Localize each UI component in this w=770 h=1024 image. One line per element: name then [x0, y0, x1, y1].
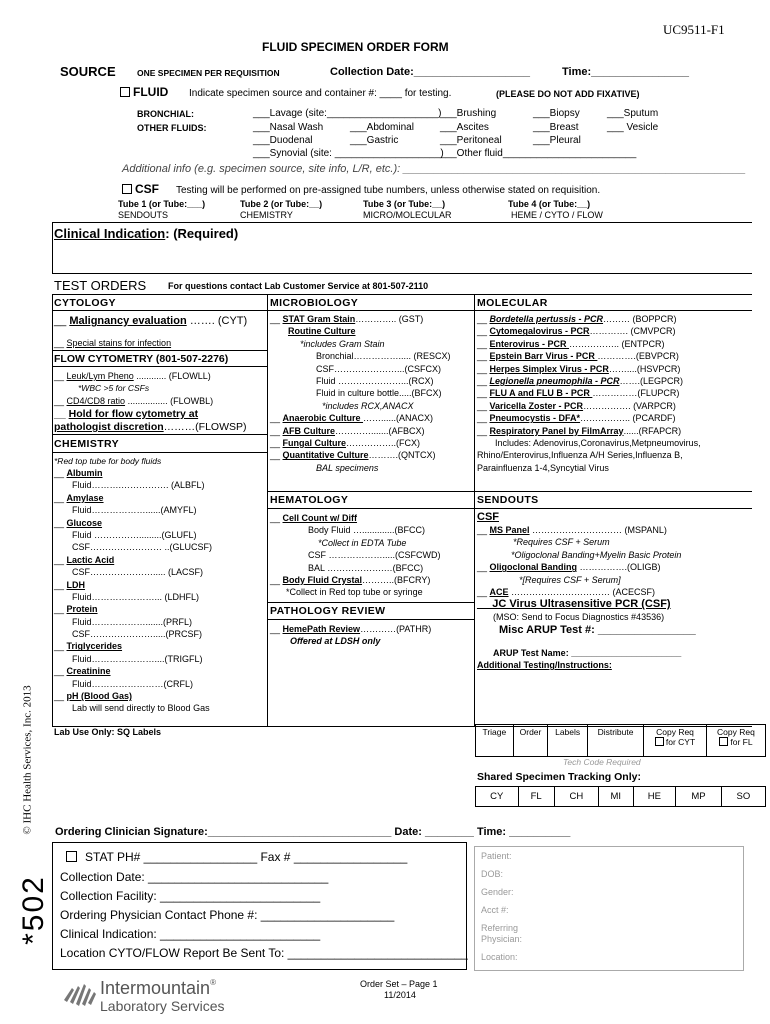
nasal-wash-option[interactable]: ___Nasal Wash: [253, 122, 324, 133]
patient-field: Patient:: [481, 851, 512, 861]
duodenal-option[interactable]: ___Duodenal: [253, 135, 313, 146]
tube3-dest: MICRO/MOLECULAR: [363, 210, 452, 220]
sendout-item: *Oligoclonal Banding+Myelin Basic Protein: [511, 549, 682, 560]
logo: [62, 978, 98, 1012]
molecular-item[interactable]: __ Epstein Barr Virus - PCR ………….(EBVPCR): [477, 351, 679, 362]
sendout-item[interactable]: __ MS Panel ………………………… (MSPANL): [477, 525, 667, 535]
csf-sendout-label: CSF: [477, 511, 499, 523]
chemistry-list: [54, 467, 212, 715]
chemistry-subitem: Fluid…………………....(TRIGFL): [72, 653, 203, 664]
molecular-item[interactable]: __ Herpes Simplex Virus - PCR……....(HSVPCR): [477, 363, 681, 374]
tracking-table: [475, 786, 766, 807]
hematology-item: BAL ……………….…(BFCC): [308, 562, 424, 573]
form-code: UC9511-F1: [663, 22, 725, 37]
tracking-cell[interactable]: CY: [476, 787, 519, 807]
collection-date-stat-field[interactable]: Collection Date: ___________________________: [60, 870, 329, 884]
molecular-item[interactable]: __ Respiratory Panel by FilmArray......(RFAPCR): [477, 425, 682, 436]
micro-item[interactable]: __ Fungal Culture……………..(FCX): [270, 437, 421, 448]
flow-header: FLOW CYTOMETRY (801-507-2276): [54, 353, 229, 365]
molecular-note: Includes: Adenovirus,Coronavirus,Metpneumovirus,: [495, 437, 701, 448]
sendout-item[interactable]: __ Oligoclonal Banding …………….(OLIGB): [477, 562, 661, 573]
triage-cell[interactable]: Copy Req for FL: [706, 725, 765, 757]
sendout-item: Additional Testing/Instructions:: [477, 659, 612, 670]
location-field: Location:: [481, 952, 518, 962]
molecular-note: Parainfluenza 1-4,Syncytial Virus: [477, 462, 609, 473]
cd4-cd8-option[interactable]: __ CD4/CD8 ratio ................ (FLOWBL): [54, 396, 214, 406]
tracking-cell[interactable]: SO: [721, 787, 765, 807]
gender-field: Gender:: [481, 887, 514, 897]
malignancy-eval-option[interactable]: __ Malignancy evaluation ……. (CYT): [54, 315, 248, 327]
csf-checkbox[interactable]: [122, 184, 132, 194]
cytology-header: CYTOLOGY: [54, 297, 116, 309]
leuk-lym-option[interactable]: __ Leuk/Lym Pheno ............ (FLOWLL): [54, 371, 211, 381]
sendout-item[interactable]: __ JC Virus Ultrasensitive PCR (CSF): [477, 598, 671, 611]
csf-note: Testing will be performed on pre-assigned tube numbers, unless otherwise stated on requisition.: [176, 185, 601, 196]
chemistry-subitem: CSF…………………… ..(GLUCSF): [72, 542, 213, 553]
molecular-list: [477, 313, 701, 474]
chemistry-item[interactable]: __ Protein: [54, 604, 98, 615]
chemistry-item[interactable]: __ Albumin: [54, 468, 103, 478]
micro-item: *includes Gram Stain: [300, 338, 385, 349]
molecular-item[interactable]: __ Varicella Zoster - PCR……………. (VARPCR): [477, 400, 676, 411]
fluid-label: FLUID: [133, 85, 169, 99]
chemistry-subitem: Fluid…………………... (LDHFL): [72, 591, 200, 602]
special-stains-option[interactable]: __ Special stains for infection: [54, 338, 172, 348]
signature-line[interactable]: Ordering Clinician Signature:______________________________ Date: ________ Time: __________: [55, 826, 571, 838]
tube4: Tube 4 (or Tube:__): [508, 199, 591, 209]
micro-item[interactable]: __ Quantitative Culture……….(QNTCX): [270, 450, 436, 461]
molecular-note: Rhino/Enterovirus,Influenza A/H Series,Influenza B,: [477, 450, 683, 461]
chemistry-subitem: Fluid……………………(CRFL): [72, 678, 194, 689]
test-orders-label: TEST ORDERS: [54, 278, 147, 293]
form-number: *502: [17, 875, 50, 945]
hold-flow-option[interactable]: __ Hold for flow cytometry at: [54, 408, 199, 420]
chemistry-item[interactable]: __ Creatinine: [54, 666, 111, 677]
chemistry-subitem: CSF………………….....(PRCSF): [72, 629, 202, 640]
peritoneal-option[interactable]: ___Peritoneal: [440, 135, 502, 146]
tracking-cell[interactable]: FL: [518, 787, 554, 807]
tech-code-note: Tech Code Required: [563, 757, 641, 767]
tracking-cell[interactable]: HE: [633, 787, 676, 807]
copy-req-checkbox[interactable]: for FL: [707, 737, 765, 747]
hematology-item: *Collect in Red top tube or syringe: [286, 587, 423, 598]
tube2-dest: CHEMISTRY: [240, 210, 293, 220]
tube3: Tube 3 (or Tube:__): [363, 199, 446, 209]
hematology-item: Body Fluid ….............(BFCC): [308, 525, 426, 536]
sendout-item[interactable]: __ ACE …………………………… (ACECSF): [477, 586, 656, 597]
sendout-item: (MSO: Send to Focus Diagnostics #43536): [493, 611, 665, 622]
molecular-item[interactable]: __ Legionella pneumophila - PCR…….(LEGPCR): [477, 375, 684, 386]
sendouts-header: SENDOUTS: [477, 494, 539, 506]
chemistry-note: *Red top tube for body fluids: [54, 456, 162, 466]
chemistry-subitem: Fluid …………….........(GLUFL): [72, 529, 197, 540]
wbc-note: *WBC >5 for CSFs: [78, 383, 150, 393]
chemistry-subitem: CSF…………………..... (LACSF): [72, 567, 204, 578]
chemistry-subitem: Fluid……….……………. (ALBFL): [72, 480, 205, 491]
one-per-req: ONE SPECIMEN PER REQUISITION: [137, 68, 280, 78]
referring-field: Referring: [481, 923, 519, 933]
collection-date-field[interactable]: Collection Date:___________________: [330, 66, 530, 78]
sendout-item[interactable]: ARUP Test Name: ______________________: [493, 647, 682, 658]
fluid-note: Indicate specimen source and container #: ____ for testing.: [189, 88, 452, 99]
micro-item[interactable]: __ STAT Gram Stain………….. (GST): [270, 314, 424, 324]
triage-cell[interactable]: Distribute: [587, 725, 643, 757]
ldsh-note: Offered at LDSH only: [290, 636, 381, 646]
tracking-cell[interactable]: MI: [598, 787, 633, 807]
physician-phone-field[interactable]: Ordering Physician Contact Phone #: ____________________: [60, 908, 395, 922]
hematology-item: *Collect in EDTA Tube: [318, 537, 407, 548]
clinical-indication-label: Clinical Indication: (Required): [54, 226, 239, 241]
chemistry-header: CHEMISTRY: [54, 438, 120, 450]
hematology-item[interactable]: __ Body Fluid Crystal………..(BFCRY): [270, 574, 431, 585]
tube2: Tube 2 (or Tube:__): [240, 199, 323, 209]
lab-use-label: Lab Use Only: SQ Labels: [54, 727, 162, 737]
hemepath-option[interactable]: __ HemePath Review…………(PATHR): [270, 624, 432, 634]
logo-subtitle: Laboratory Services: [100, 998, 225, 1014]
chemistry-subitem: Fluid………………......(AMYFL): [72, 505, 197, 516]
brushing-option[interactable]: ___Brushing: [440, 108, 497, 119]
micro-item: *includes RCX,ANACX: [322, 400, 414, 411]
vesicle-option[interactable]: ___ Vesicle: [607, 122, 659, 133]
chemistry-item[interactable]: __ pH (Blood Gas): [54, 691, 133, 702]
molecular-item[interactable]: __ Enterovirus - PCR …………….. (ENTPCR): [477, 338, 665, 349]
micro-item: Fluid …………………...(RCX): [316, 375, 434, 386]
breast-option[interactable]: ___Breast: [533, 122, 579, 133]
chemistry-subitem: Lab will send directly to Blood Gas: [72, 703, 210, 714]
logo-name: Intermountain®: [100, 978, 216, 998]
copy-req-checkbox[interactable]: for CYT: [644, 737, 706, 747]
molecular-item[interactable]: __ Bordetella pertussis - PCR……… (BOPPCR): [477, 314, 677, 324]
abdominal-option[interactable]: ___Abdominal: [350, 122, 414, 133]
tube4-dest: HEME / CYTO / FLOW: [511, 210, 603, 220]
triage-cell[interactable]: Order: [513, 725, 548, 757]
micro-item[interactable]: __ AFB Culture………….......(AFBCX): [270, 425, 425, 436]
triage-cell[interactable]: Copy Req for CYT: [644, 725, 707, 757]
acct-field: Acct #:: [481, 905, 509, 915]
source-label: SOURCE: [60, 64, 116, 79]
pathology-header: PATHOLOGY REVIEW: [270, 605, 386, 617]
csf-label: CSF: [135, 182, 159, 196]
logo-icon: [62, 978, 98, 1008]
sendout-item: *[Requires CSF + Serum]: [519, 574, 621, 585]
tube1-dest: SENDOUTS: [118, 210, 169, 220]
biopsy-option[interactable]: ___Biopsy: [533, 108, 580, 119]
copyright: © IHC Health Services, Inc. 2013: [21, 685, 34, 835]
hematology-item[interactable]: __ Cell Count w/ Diff: [270, 513, 358, 523]
gastric-option[interactable]: ___Gastric: [350, 135, 399, 146]
hematology-list: [270, 512, 441, 599]
tracking-cell[interactable]: CH: [554, 787, 598, 807]
hold-flow-option-2[interactable]: pathologist discretion………(FLOWSP): [54, 421, 247, 433]
additional-info-field[interactable]: Additional info (e.g. specimen source, site info, L/R, etc.): ________________________________________________________: [122, 163, 746, 175]
tube1: Tube 1 (or Tube:___): [118, 199, 206, 209]
micro-item: BAL specimens: [316, 462, 379, 473]
molecular-item[interactable]: __ Cytomegalovirus - PCR…………. (CMVPCR): [477, 326, 676, 337]
order-set-page: Order Set – Page 1: [360, 979, 438, 989]
chemistry-subitem: Fluid……………….......(PRFL): [72, 616, 193, 627]
stat-checkbox[interactable]: [66, 851, 77, 862]
sendouts-list: [477, 524, 696, 671]
sendout-item: *Requires CSF + Serum: [513, 537, 610, 548]
collection-facility-field[interactable]: Collection Facility: ________________________: [60, 889, 321, 903]
dob-field: DOB:: [481, 869, 504, 879]
hematology-item: CSF ……………….....(CSFCWD): [308, 550, 441, 561]
collection-time-field[interactable]: Time:________________: [562, 66, 690, 78]
test-orders-note: For questions contact Lab Customer Service at 801-507-2110: [168, 281, 429, 291]
stat-clinical-field[interactable]: Clinical Indication: ________________________: [60, 927, 321, 941]
hematology-header: HEMATOLOGY: [270, 494, 349, 506]
triage-cell[interactable]: Labels: [548, 725, 588, 757]
pleural-option[interactable]: ___Pleural: [533, 135, 581, 146]
micro-item: Bronchial……………..... (RESCX): [316, 351, 451, 362]
fluid-warning: (PLEASE DO NOT ADD FIXATIVE): [496, 89, 640, 99]
micro-item[interactable]: Routine Culture: [288, 326, 356, 337]
other-fluids-label: OTHER FLUIDS:: [137, 123, 207, 133]
sendout-item[interactable]: Misc ARUP Test #: ________________: [499, 624, 696, 637]
lavage-option[interactable]: ___Lavage (site:____________________): [253, 108, 442, 119]
synovial-option[interactable]: ___Synovial (site: ___________________): [253, 148, 444, 159]
molecular-item[interactable]: __ Pneumocystis - DFA*…………….. (PCARDF): [477, 413, 676, 424]
triage-cell[interactable]: Triage: [476, 725, 514, 757]
other-fluid-option[interactable]: ___Other fluid________________________: [440, 148, 637, 159]
chemistry-item[interactable]: __ LDH: [54, 579, 86, 590]
microbiology-header: MICROBIOLOGY: [270, 297, 359, 309]
shared-tracking-label: Shared Specimen Tracking Only:: [477, 771, 641, 783]
microbiology-list: [270, 313, 451, 474]
chemistry-item[interactable]: __ Lactic Acid: [54, 554, 115, 565]
micro-item: CSF…………………...(CSFCX): [316, 363, 441, 374]
micro-item: Fluid in culture bottle.....(BFCX): [316, 388, 442, 399]
triage-table: [475, 724, 766, 757]
micro-item[interactable]: __ Anaerobic Culture ……......(ANACX): [270, 413, 434, 424]
molecular-item[interactable]: __ FLU A and FLU B - PCR ……………(FLUPCR): [477, 388, 680, 399]
chemistry-item[interactable]: __ Glucose: [54, 517, 103, 528]
fluid-checkbox[interactable]: [120, 87, 130, 97]
tracking-cell[interactable]: MP: [676, 787, 722, 807]
stat-ph-field[interactable]: STAT PH# _________________ Fax # _________________: [66, 850, 407, 864]
molecular-header: MOLECULAR: [477, 297, 548, 309]
ascites-option[interactable]: ___Ascites: [440, 122, 489, 133]
physician-field: Physician:: [481, 934, 523, 944]
chemistry-item[interactable]: __ Amylase: [54, 492, 104, 503]
chemistry-item[interactable]: __ Triglycerides: [54, 641, 123, 652]
sputum-option[interactable]: ___Sputum: [607, 108, 659, 119]
form-date: 11/2014: [384, 990, 416, 1000]
bronchial-label: BRONCHIAL:: [137, 109, 194, 119]
form-title: FLUID SPECIMEN ORDER FORM: [262, 40, 449, 54]
report-location-field[interactable]: Location CYTO/FLOW Report Be Sent To: ___________________________: [60, 946, 468, 960]
